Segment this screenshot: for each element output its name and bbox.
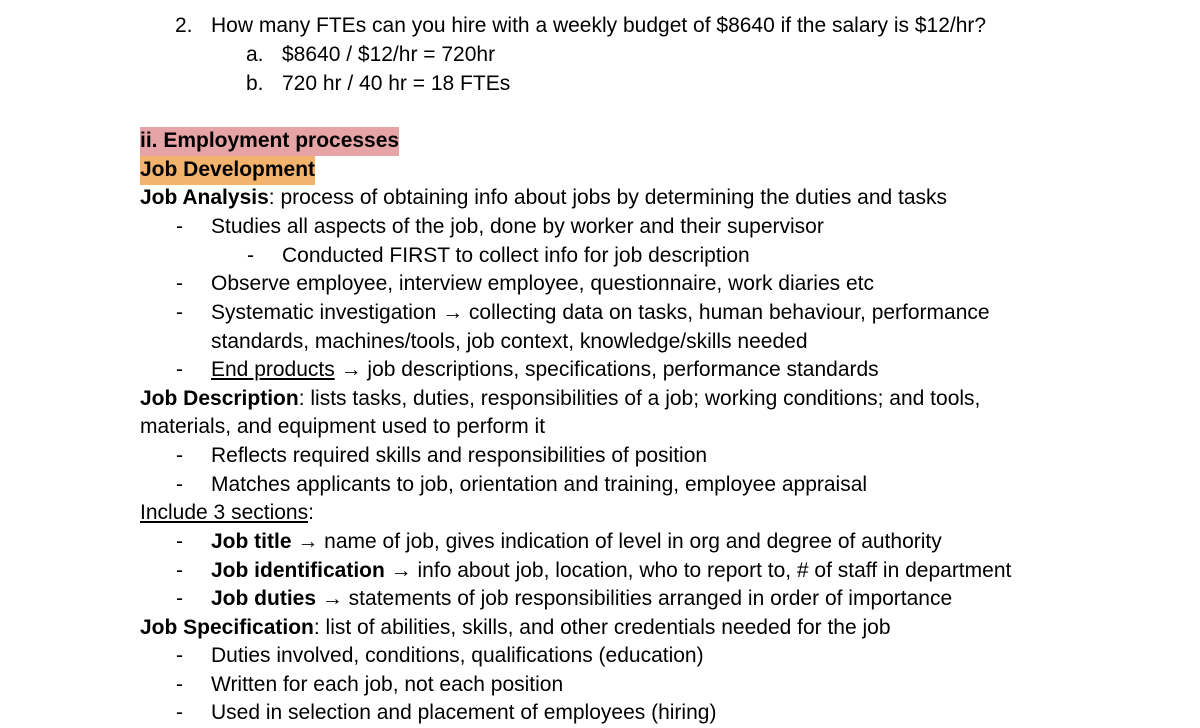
job-analysis-term: Job Analysis [140, 186, 269, 209]
bullet-dash: - [176, 530, 183, 553]
list-item: Used in selection and placement of employees (hiring) [211, 701, 717, 724]
list-item [211, 528, 942, 557]
end-products-text: → job descriptions, specifications, performance standards [334, 358, 879, 381]
bullet-dash: - [176, 673, 183, 696]
job-description-definition: : lists tasks, duties, responsibilities of a job; working conditions; and tools, [298, 387, 981, 410]
job-description-term: Job Description [140, 387, 299, 410]
subsection-heading: Job Development [140, 156, 315, 185]
job-specification-definition: : list of abilities, skills, and other credentials needed for the job [313, 616, 891, 639]
list-item-continuation: standards, machines/tools, job context, knowledge/skills needed [211, 330, 808, 353]
step-text-b: 720 hr / 40 hr = 18 FTEs [282, 72, 511, 95]
sections-label: Include 3 sections [140, 501, 309, 524]
step-marker-a: a. [246, 43, 264, 66]
list-item: Duties involved, conditions, qualifications (education) [211, 644, 704, 667]
list-item: Matches applicants to job, orientation and training, employee appraisal [211, 473, 868, 496]
job-analysis-definition: : process of obtaining info about jobs by determining the duties and tasks [268, 186, 948, 209]
bullet-dash: - [176, 473, 183, 496]
bullet-dash: - [247, 244, 254, 267]
list-item: Systematic investigation → collecting data on tasks, human behaviour, performance [211, 301, 990, 324]
list-item: Conducted FIRST to collect info for job description [282, 244, 750, 267]
section-text-job-identification: → info about job, location, who to report to, # of staff in department [384, 559, 1012, 582]
step-marker-b: b. [246, 72, 264, 95]
bullet-dash: - [176, 559, 183, 582]
job-specification-term: Job Specification [140, 616, 314, 639]
list-item: Studies all aspects of the job, done by worker and their supervisor [211, 215, 824, 238]
bullet-dash: - [176, 301, 183, 324]
bullet-dash: - [176, 587, 183, 610]
section-term-job-title: Job title [211, 530, 292, 553]
job-description-paragraph [140, 385, 980, 414]
list-item [211, 356, 879, 385]
list-item: Written for each job, not each position [211, 673, 564, 696]
question-number: 2. [175, 14, 193, 37]
question-text: How many FTEs can you hire with a weekly budget of $8640 if the salary is $12/hr? [211, 14, 987, 37]
bullet-dash: - [176, 215, 183, 238]
sections-intro [140, 499, 314, 528]
bullet-dash: - [176, 444, 183, 467]
step-text-a: $8640 / $12/hr = 720hr [282, 43, 496, 66]
list-item [211, 557, 1011, 586]
bullet-dash: - [176, 358, 183, 381]
list-item [211, 585, 952, 614]
bullet-dash: - [176, 701, 183, 724]
job-specification-paragraph [140, 614, 891, 643]
list-item: Observe employee, interview employee, questionnaire, work diaries etc [211, 272, 874, 295]
section-term-job-identification: Job identification [211, 559, 385, 582]
job-description-definition-continuation: materials, and equipment used to perform it [140, 415, 546, 438]
section-text-job-duties: → statements of job responsibilities arranged in order of importance [316, 587, 953, 610]
bullet-dash: - [176, 644, 183, 667]
section-heading: ii. Employment processes [140, 127, 399, 156]
section-term-job-duties: Job duties [211, 587, 317, 610]
end-products-label: End products [211, 358, 335, 381]
section-text-job-title: → name of job, gives indication of level in org and degree of authority [291, 530, 942, 553]
bullet-dash: - [176, 272, 183, 295]
sections-colon: : [308, 501, 314, 524]
job-analysis-paragraph [140, 184, 947, 213]
list-item: Reflects required skills and responsibilities of position [211, 444, 708, 467]
